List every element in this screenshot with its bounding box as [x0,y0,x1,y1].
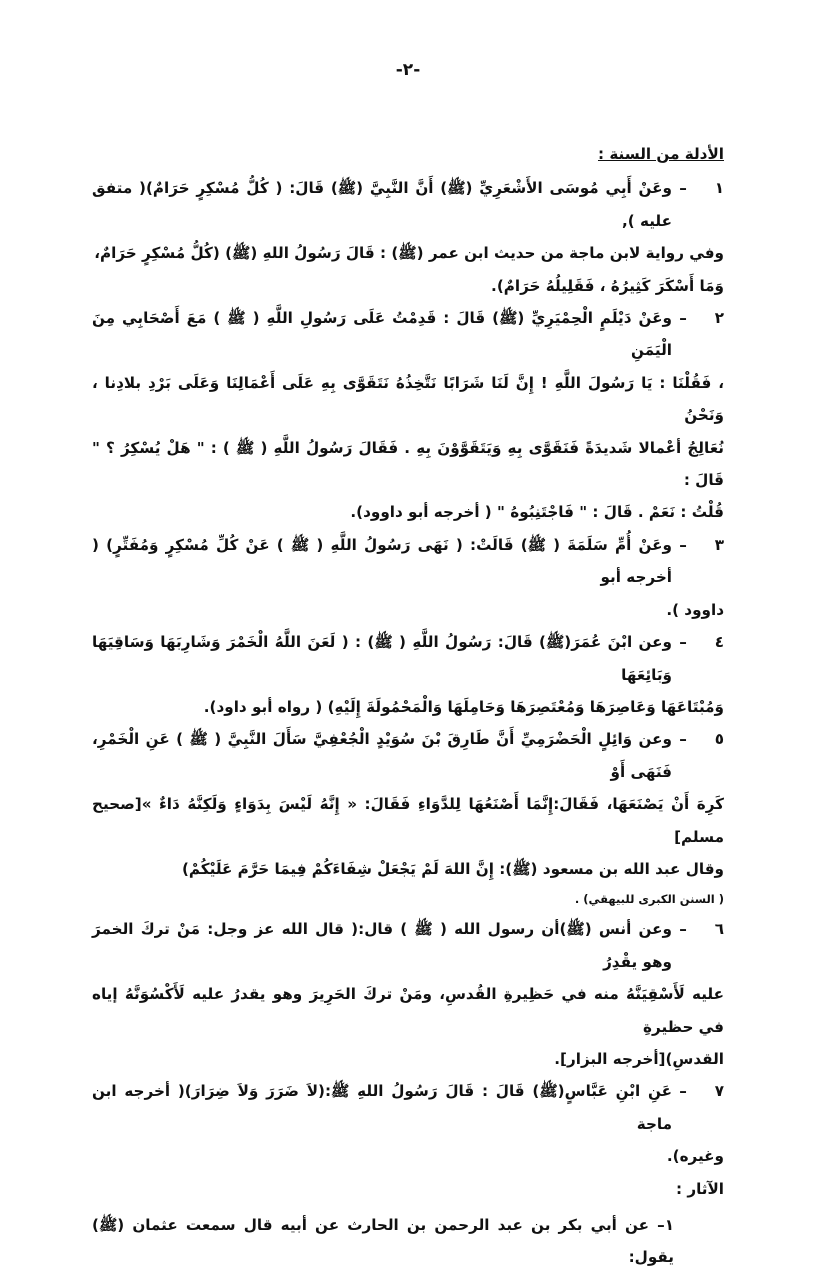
text-line: وغيره). [666,1147,724,1166]
item-number: ٤ [714,633,724,652]
item-dash: – [679,179,687,198]
item-dash: – [679,920,687,939]
hadith-item [92,302,724,367]
text-line: وَمُبْتَاعَهَا وَعَاصِرَهَا وَمُعْتَصِرَهَا وَحَامِلَهَا وَالْمَحْمُولَةَ إِلَيْهِ) ( رواه أبو داود). [203,697,724,716]
hadith-continuation [92,978,724,1075]
item-number: ٦ [714,920,724,939]
item-dash: – [679,535,687,554]
text-line: وعَنْ أَبِي مُوسَى الأَشْعَرِيِّ (ﷺ) أَنَّ النَّبِيَّ (ﷺ) قَالَ: ( كُلُّ مُسْكِرٍ حَرَامٌ)( متفق عليه ), [92,179,672,230]
hadith-item [92,1075,724,1140]
text-line: عليه لَأَسْقِيَنَّهُ منه في حَظِيرةِ القُدسِ، ومَنْ تركَ الحَرِيرَ وهو يقدرُ عليه لَأَكْسُوَنَّهُ إياه في حظيرةِ [92,985,724,1036]
text-line: وعن ابْنَ عُمَرَ(ﷺ) قَالَ: رَسُولُ اللَّهِ ( ﷺ) : ( لَعَنَ اللَّهُ الْخَمْرَ وَشَارِبَهَا وَسَاقِيَهَا وَبَائِعَهَا [92,633,672,684]
section-heading-text: الأدلة من السنة : [597,145,724,163]
athar-item [92,1209,724,1274]
item-number: ٥ [714,730,724,749]
hadith-item [92,172,724,237]
hadith-continuation [92,237,724,302]
text-line: نُعَالِجُ أعْمالا شَديدَةً فَنَقَوَّى بِهِ وَيَتَقَوَّوْنَ بِهِ . فَقَالَ رَسُولُ اللَّهِ ( ﷺ ) : " هَلْ يُسْكِرُ ؟ " قَالَ : [92,438,724,490]
source-note: ( السنن الكبرى للبيهقي) . [574,892,724,907]
hadith-text [92,723,672,788]
athar-text: عن أبي بكر بن عبد الرحمن بن الحارث عن أبيه قال سمعت عثمان (ﷺ) يقول: [92,1216,674,1267]
item-number: ٢ [714,309,724,328]
athar-heading: الآثار : [675,1179,724,1198]
page-number: -٢- [395,60,421,80]
text-line: عَنِ ابْنِ عَبَّاسٍ(ﷺ) قَالَ : قَالَ رَسُولُ اللهِ ﷺ:(لاَ ضَرَرَ وَلاَ ضِرَارَ)( أخرجه ابن ماجة [92,1082,672,1133]
document-body [92,138,724,1274]
text-line: داوود ). [666,600,724,619]
text-line: وَمَا أَسْكَرَ كَثِيرُهُ ، فَقَلِيلُهُ حَرَامٌ). [491,276,724,295]
hadith-text [92,626,672,691]
text-line: وعَنْ دَيْلَمٍ الْحِمْيَرِيِّ (ﷺ) قَالَ : قَدِمْتُ عَلَى رَسُولِ اللَّهِ ( ﷺ ) مَعَ أَصْحَابِي مِنَ الْيَمَنِ [92,309,672,360]
section-heading [92,138,724,170]
hadith-text [92,1075,672,1140]
text-line: كَرِهَ أَنْ يَصْنَعَهَا، فَقَالَ:إِنَّمَا أَصْنَعُهَا لِلدَّوَاءِ فَقَالَ: « إِنَّهُ لَيْسَ بِدَوَاءٍ وَلَكِنَّهُ دَاءٌ »[صحيح مسلم] [92,795,724,846]
item-number: ٣ [714,535,724,554]
hadith-continuation [92,788,724,913]
hadith-text [92,529,672,594]
text-line: ، فَقُلْنَا : يَا رَسُولَ اللَّهِ ! إِنَّ لَنَا شَرَابًا نَتَّخِذُهُ نَتَقَوَّى بِهِ عَلَى أَعْمَالِنَا وَعَلَى بَرْدِ بلادِنا ، وَنَحْنُ [92,373,724,425]
text-line: وعن أنس (ﷺ)أن رسول الله ( ﷺ ) قال:( قال الله عز وجل: مَنْ تركَ الخمرَ وهو يقْدِرُ [92,920,672,971]
item-dash: – [679,633,687,652]
item-dash: – [679,1082,687,1101]
text-line: وعَنْ أُمِّ سَلَمَةَ ( ﷺ) قَالَتْ: ( نَهَى رَسُولُ اللَّهِ ( ﷺ ) عَنْ كُلِّ مُسْكِرٍ وَمُفَتِّرٍ) ( أخرجه أبو [92,535,672,587]
hadith-continuation [92,691,724,723]
text-line: وقال عبد الله بن مسعود (ﷺ): إِنَّ اللهَ لَمْ يَجْعَلْ شِفَاءَكُمْ فِيمَا حَرَّمَ عَلَيْكُمْ) [181,859,724,878]
hadith-item [92,529,724,594]
item-number: ٧ [714,1082,724,1101]
text-line: وعن وَائِلٍ الْحَضْرَمِيِّ أَنَّ طَارِقَ بْنَ سُوَيْدٍ الْجُعْفِيَّ سَأَلَ النَّبِيَّ ( ﷺ ) عَنِ الْخَمْرِ، فَنَهَى أَوْ [92,730,672,781]
hadith-text [92,172,672,237]
hadith-continuation [92,367,724,529]
text-line: وفي رواية لابن ماجة من حديث ابن عمر (ﷺ) : قَالَ رَسُولُ اللهِ (ﷺ) (كُلُّ مُسْكِرٍ حَرَامٌ، [94,244,724,263]
hadith-continuation [92,1140,724,1172]
text-line: القدسِ)[أخرجه البزار]. [554,1049,724,1068]
hadith-text [92,913,672,978]
hadith-continuation [92,594,724,626]
item-dash: – [679,309,687,328]
item-dash: – [679,730,687,749]
hadith-text [92,302,672,367]
hadith-item [92,626,724,691]
text-line: قُلْتُ : نَعَمْ . قَالَ : " فَاجْتَنِبُوهُ " ( أخرجه أبو داوود). [350,503,724,522]
item-number: ١ [714,179,724,198]
hadith-item [92,913,724,978]
athar-number: ١– [657,1216,674,1234]
hadith-item [92,723,724,788]
